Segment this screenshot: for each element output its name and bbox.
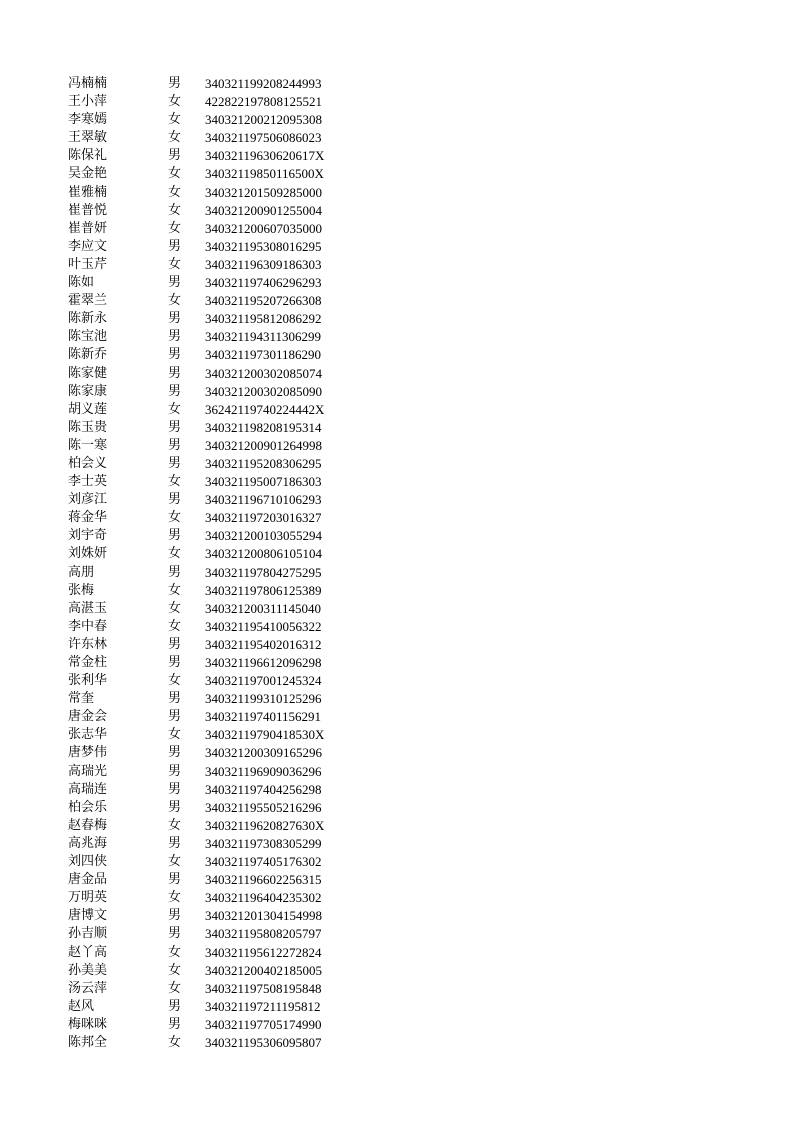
table-row: [0, 202, 793, 220]
name-cell: 唐金品: [68, 872, 108, 888]
name-cell: 赵丫高: [68, 944, 108, 960]
name-cell: 崔普悦: [68, 202, 108, 218]
name-cell: 陈如: [68, 275, 95, 291]
table-row: [0, 925, 793, 943]
gender-cell: 男: [168, 655, 182, 670]
gender-cell: 女: [168, 130, 182, 146]
id-number-cell: 340321197301186290: [205, 347, 322, 363]
gender-cell: 男: [168, 311, 182, 327]
gender-cell: 女: [168, 220, 182, 236]
table-row: [0, 962, 793, 980]
id-number-cell: 340321201509285000: [205, 184, 322, 200]
id-number-cell: 340321200402185005: [205, 962, 322, 978]
name-cell: 赵风: [68, 998, 95, 1014]
gender-cell: 女: [168, 600, 182, 616]
id-number-cell: 340321194311306299: [205, 329, 322, 345]
table-row: [0, 93, 793, 111]
table-row: [0, 781, 793, 799]
gender-cell: 男: [168, 238, 182, 254]
id-number-cell: 340321200212095308: [205, 112, 322, 128]
id-number-cell: 340321197401156291: [205, 709, 322, 725]
id-number-cell: 340321196612096298: [205, 655, 322, 670]
id-number-cell: 340321197405176302: [205, 854, 322, 870]
gender-cell: 男: [168, 329, 182, 345]
name-cell: 梅咪咪: [68, 1016, 108, 1032]
gender-cell: 女: [168, 727, 182, 743]
gender-cell: 女: [168, 618, 182, 634]
id-number-cell: 340321197508195848: [205, 980, 322, 996]
name-cell: 柏会乐: [68, 799, 108, 815]
table-row: [0, 636, 793, 654]
gender-cell: 女: [168, 980, 182, 996]
table-row: [0, 509, 793, 527]
id-number-cell: 340321195505216296: [205, 799, 322, 815]
gender-cell: 女: [168, 401, 182, 417]
name-cell: 唐博文: [68, 908, 108, 924]
gender-cell: 女: [168, 293, 182, 309]
gender-cell: 男: [168, 872, 182, 888]
id-number-cell: 340321200901264998: [205, 437, 322, 453]
gender-cell: 男: [168, 76, 182, 91]
name-cell: 高兆海: [68, 835, 108, 851]
gender-cell: 男: [168, 835, 182, 851]
id-number-cell: 340321195410056322: [205, 618, 322, 634]
name-cell: 霍翠兰: [68, 293, 108, 309]
name-cell: 李应文: [68, 238, 108, 254]
table-row: [0, 129, 793, 147]
table-row: [0, 365, 793, 383]
id-number-cell: 340321196602256315: [205, 872, 322, 888]
name-cell: 陈玉贵: [68, 419, 108, 435]
gender-cell: 女: [168, 817, 182, 833]
name-cell: 孙吉顺: [68, 926, 108, 942]
name-cell: 张志华: [68, 727, 108, 743]
gender-cell: 男: [168, 437, 182, 453]
table-row: [0, 799, 793, 817]
name-cell: 孙美美: [68, 962, 108, 978]
gender-cell: 女: [168, 256, 182, 272]
table-row: [0, 564, 793, 582]
name-cell: 常奎: [68, 691, 95, 707]
gender-cell: 男: [168, 365, 182, 381]
id-number-cell: 340321195402016312: [205, 636, 322, 652]
gender-cell: 女: [168, 582, 182, 598]
id-number-cell: 340321200302085074: [205, 365, 322, 381]
name-cell: 刘四侠: [68, 854, 108, 870]
table-row: [0, 889, 793, 907]
name-cell: 胡义莲: [68, 401, 108, 417]
id-number-cell: 340321197001245324: [205, 673, 322, 689]
gender-cell: 男: [168, 709, 182, 725]
table-row: [0, 437, 793, 455]
gender-cell: 男: [168, 455, 182, 471]
table-row: [0, 310, 793, 328]
gender-cell: 女: [168, 94, 182, 110]
gender-cell: 女: [168, 112, 182, 128]
table-row: [0, 346, 793, 364]
name-cell: 赵春梅: [68, 817, 108, 833]
id-number-cell: 340321197211195812: [205, 998, 321, 1014]
name-cell: 常金柱: [68, 655, 108, 670]
name-cell: 张梅: [68, 582, 95, 598]
name-cell: 高瑞光: [68, 763, 108, 779]
table-row: [0, 238, 793, 256]
id-number-cell: 340321197806125389: [205, 582, 322, 598]
gender-cell: 男: [168, 745, 182, 761]
name-cell: 刘姝妍: [68, 546, 108, 562]
name-cell: 王小萍: [68, 94, 108, 110]
id-number-cell: 340321199310125296: [205, 691, 322, 707]
id-number-cell: 340321197308305299: [205, 835, 322, 851]
gender-cell: 男: [168, 492, 182, 508]
gender-cell: 女: [168, 510, 182, 526]
table-row: [0, 708, 793, 726]
id-number-cell: 340321200901255004: [205, 202, 322, 218]
gender-cell: 女: [168, 184, 182, 200]
name-cell: 陈宝池: [68, 329, 108, 345]
table-row: [0, 654, 793, 672]
table-row: [0, 835, 793, 853]
table-row: [0, 383, 793, 401]
id-number-cell: 340321200103055294: [205, 528, 322, 544]
gender-cell: 男: [168, 275, 182, 291]
table-row: [0, 419, 793, 437]
id-number-cell: 340321200302085090: [205, 383, 322, 399]
gender-cell: 女: [168, 1034, 182, 1050]
table-row: [0, 672, 793, 690]
id-number-cell: 340321197804275295: [205, 564, 322, 580]
id-number-cell: 340321195208306295: [205, 455, 322, 471]
name-cell: 崔普妍: [68, 220, 108, 236]
name-cell: 陈一寒: [68, 437, 108, 453]
table-row: [0, 111, 793, 129]
table-row: [0, 527, 793, 545]
gender-cell: 男: [168, 347, 182, 363]
table-row: [0, 690, 793, 708]
id-number-cell: 340321196404235302: [205, 890, 322, 906]
gender-cell: 女: [168, 962, 182, 978]
name-cell: 汤云萍: [68, 980, 108, 996]
table-row: [0, 220, 793, 238]
table-row: [0, 491, 793, 509]
table-row: [0, 1016, 793, 1034]
id-number-cell: 340321200806105104: [205, 546, 322, 562]
table-row: [0, 763, 793, 781]
gender-cell: 女: [168, 474, 182, 490]
table-row: [0, 582, 793, 600]
table-row: [0, 274, 793, 292]
id-number-cell: 422822197808125521: [205, 94, 322, 110]
id-number-cell: 340321195808205797: [205, 926, 322, 942]
gender-cell: 女: [168, 166, 182, 182]
gender-cell: 女: [168, 546, 182, 562]
table-row: [0, 998, 793, 1016]
table-row: [0, 545, 793, 563]
name-cell: 陈新永: [68, 311, 108, 327]
id-number-cell: 340321197404256298: [205, 781, 322, 797]
name-cell: 刘彦江: [68, 492, 108, 508]
gender-cell: 女: [168, 890, 182, 906]
gender-cell: 女: [168, 944, 182, 960]
gender-cell: 男: [168, 1016, 182, 1032]
name-cell: 李寒嫣: [68, 112, 108, 128]
table-row: [0, 817, 793, 835]
name-cell: 刘宇奇: [68, 528, 108, 544]
table-row: [0, 473, 793, 491]
name-cell: 唐金会: [68, 709, 108, 725]
table-row: [0, 328, 793, 346]
gender-cell: 女: [168, 854, 182, 870]
gender-cell: 男: [168, 691, 182, 707]
table-row: [0, 292, 793, 310]
table-row: [0, 618, 793, 636]
table-row: [0, 165, 793, 183]
id-number-cell: 36242119740224442X: [205, 401, 325, 417]
id-number-cell: 34032119630620617X: [205, 148, 325, 164]
table-row: [0, 75, 793, 93]
table-row: [0, 401, 793, 419]
table-row: [0, 871, 793, 889]
gender-cell: 男: [168, 998, 182, 1014]
gender-cell: 男: [168, 908, 182, 924]
id-number-cell: 340321200309165296: [205, 745, 322, 761]
id-number-cell: 340321195612272824: [205, 944, 322, 960]
table-row: [0, 455, 793, 473]
name-cell: 吴金艳: [68, 166, 108, 182]
name-cell: 高湛玉: [68, 600, 108, 616]
gender-cell: 男: [168, 636, 182, 652]
name-cell: 唐梦伟: [68, 745, 108, 761]
name-cell: 陈邦全: [68, 1034, 108, 1050]
name-cell: 柏会义: [68, 455, 108, 471]
table-row: [0, 147, 793, 165]
id-number-cell: 340321201304154998: [205, 908, 322, 924]
id-number-cell: 340321196309186303: [205, 256, 322, 272]
table-row: [0, 853, 793, 871]
table-row: [0, 907, 793, 925]
table-row: [0, 184, 793, 202]
id-number-cell: 340321195812086292: [205, 311, 322, 327]
id-number-cell: 340321197406296293: [205, 275, 322, 291]
table-row: [0, 256, 793, 274]
name-cell: 许东林: [68, 636, 108, 652]
table-row: [0, 726, 793, 744]
id-number-cell: 340321197203016327: [205, 510, 322, 526]
id-number-cell: 340321197506086023: [205, 130, 322, 146]
name-cell: 张利华: [68, 673, 108, 689]
name-cell: 万明英: [68, 890, 108, 906]
name-cell: 陈家健: [68, 365, 108, 381]
gender-cell: 女: [168, 202, 182, 218]
name-cell: 高朋: [68, 564, 95, 580]
gender-cell: 男: [168, 419, 182, 435]
table-row: [0, 744, 793, 762]
name-cell: 王翠敏: [68, 130, 108, 146]
name-cell: 叶玉芹: [68, 256, 108, 272]
gender-cell: 男: [168, 148, 182, 164]
gender-cell: 女: [168, 673, 182, 689]
id-number-cell: 340321200607035000: [205, 220, 322, 236]
id-number-cell: 340321195306095807: [205, 1034, 322, 1050]
id-number-cell: 340321197705174990: [205, 1016, 322, 1032]
name-cell: 陈保礼: [68, 148, 108, 164]
id-number-cell: 340321196909036296: [205, 763, 322, 779]
name-cell: 李士英: [68, 474, 108, 490]
id-number-cell: 340321196710106293: [205, 492, 322, 508]
name-cell: 陈家康: [68, 383, 108, 399]
name-cell: 高瑞连: [68, 781, 108, 797]
gender-cell: 男: [168, 781, 182, 797]
id-number-cell: 340321200311145040: [205, 600, 322, 616]
gender-cell: 男: [168, 383, 182, 399]
gender-cell: 男: [168, 564, 182, 580]
name-cell: 陈新乔: [68, 347, 108, 363]
gender-cell: 男: [168, 926, 182, 942]
name-cell: 李中春: [68, 618, 108, 634]
id-number-cell: 340321195308016295: [205, 238, 322, 254]
id-number-cell: 34032119620827630X: [205, 817, 325, 833]
table-row: [0, 600, 793, 618]
id-number-cell: 340321198208195314: [205, 419, 322, 435]
gender-cell: 男: [168, 763, 182, 779]
roster-sheet: [0, 75, 793, 1052]
gender-cell: 男: [168, 799, 182, 815]
name-cell: 冯楠楠: [68, 76, 108, 91]
id-number-cell: 340321195207266308: [205, 293, 322, 309]
name-cell: 蒋金华: [68, 510, 108, 526]
name-cell: 崔雅楠: [68, 184, 108, 200]
table-row: [0, 980, 793, 998]
id-number-cell: 34032119790418530X: [205, 727, 325, 743]
id-number-cell: 340321195007186303: [205, 474, 322, 490]
id-number-cell: 340321199208244993: [205, 76, 322, 91]
table-row: [0, 944, 793, 962]
table-row: [0, 1034, 793, 1052]
id-number-cell: 34032119850116500X: [205, 166, 324, 182]
gender-cell: 男: [168, 528, 182, 544]
